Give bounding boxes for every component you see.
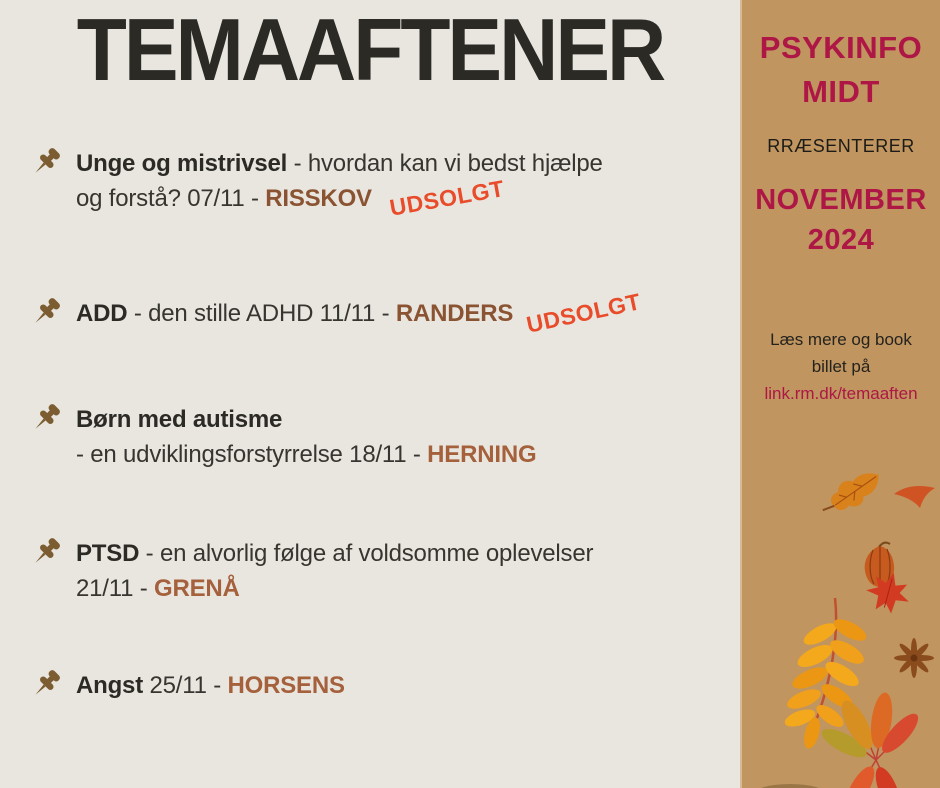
brand-line-2: MIDT (802, 74, 880, 109)
event-description: - hvordan kan vi bedst hjælpe (287, 150, 603, 177)
event-text (76, 668, 345, 703)
event-location: HERNING (427, 441, 537, 468)
page-title: TEMAAFTENER (76, 1, 664, 100)
event-description: 25/11 - (143, 672, 228, 699)
sidebar (740, 0, 940, 788)
chestnut-leaf-icon (818, 691, 924, 788)
red-leaf-fragment-icon (894, 486, 935, 508)
brand-line-1: PSYKINFO (759, 30, 923, 65)
event-item-add (26, 288, 644, 338)
cropped-logo-edge (754, 784, 826, 788)
event-text (76, 146, 603, 221)
event-description: - en udviklingsforstyrrelse 18/11 - (76, 441, 428, 468)
pushpin-icon (26, 144, 64, 182)
pushpin-icon (26, 294, 64, 332)
brand-title (742, 26, 940, 114)
event-line-1 (76, 536, 593, 571)
event-line-2 (76, 571, 593, 606)
month-line-2: 2024 (807, 224, 875, 256)
month-line-1: NOVEMBER (755, 184, 927, 216)
event-topic: Unge og mistrivsel (76, 150, 288, 177)
event-item-unge-og-mistrivsel (26, 146, 603, 221)
oak-leaf-icon (816, 463, 886, 524)
event-line-1 (76, 288, 644, 338)
event-line-1 (76, 668, 345, 703)
soldout-badge: UDSOLGT (524, 288, 644, 338)
presents-label: RRÆSENTERER (767, 136, 915, 156)
booking-link[interactable]: link.rm.dk/temaaften (764, 384, 918, 403)
event-description: 21/11 - (76, 575, 155, 602)
event-description: - en alvorlig følge af voldsomme oplevelser (139, 540, 594, 567)
event-text (76, 288, 644, 338)
pushpin-icon (26, 400, 64, 438)
event-item-angst (26, 668, 345, 704)
pushpin-icon (26, 534, 64, 572)
event-line-2 (76, 175, 603, 221)
event-location: HORSENS (227, 672, 345, 699)
event-item-born-med-autisme (26, 402, 536, 472)
cta-text (742, 326, 940, 407)
event-description: - den stille ADHD 11/11 - (127, 300, 396, 327)
event-description: og forstå? 07/11 - (76, 185, 266, 212)
cta-line-2: billet på (811, 357, 871, 376)
event-item-ptsd (26, 536, 593, 606)
autumn-leaves-decoration (742, 428, 940, 788)
pushpin-icon (26, 666, 64, 704)
event-topic: Børn med autisme (76, 406, 283, 433)
event-topic: ADD (76, 300, 128, 327)
event-location: GRENÅ (154, 575, 240, 602)
event-text (76, 402, 536, 472)
event-line-1 (76, 402, 536, 437)
event-topic: PTSD (76, 540, 140, 567)
event-line-2 (76, 437, 536, 472)
star-anise-icon (894, 638, 934, 678)
event-topic: Angst (76, 672, 143, 699)
month-title (742, 180, 940, 260)
soldout-badge: UDSOLGT (387, 175, 507, 221)
event-text (76, 536, 593, 606)
cta-line-1: Læs mere og book (770, 330, 912, 349)
event-location: RANDERS (395, 300, 514, 327)
event-location: RISSKOV (265, 185, 372, 212)
event-line-1 (76, 146, 603, 181)
